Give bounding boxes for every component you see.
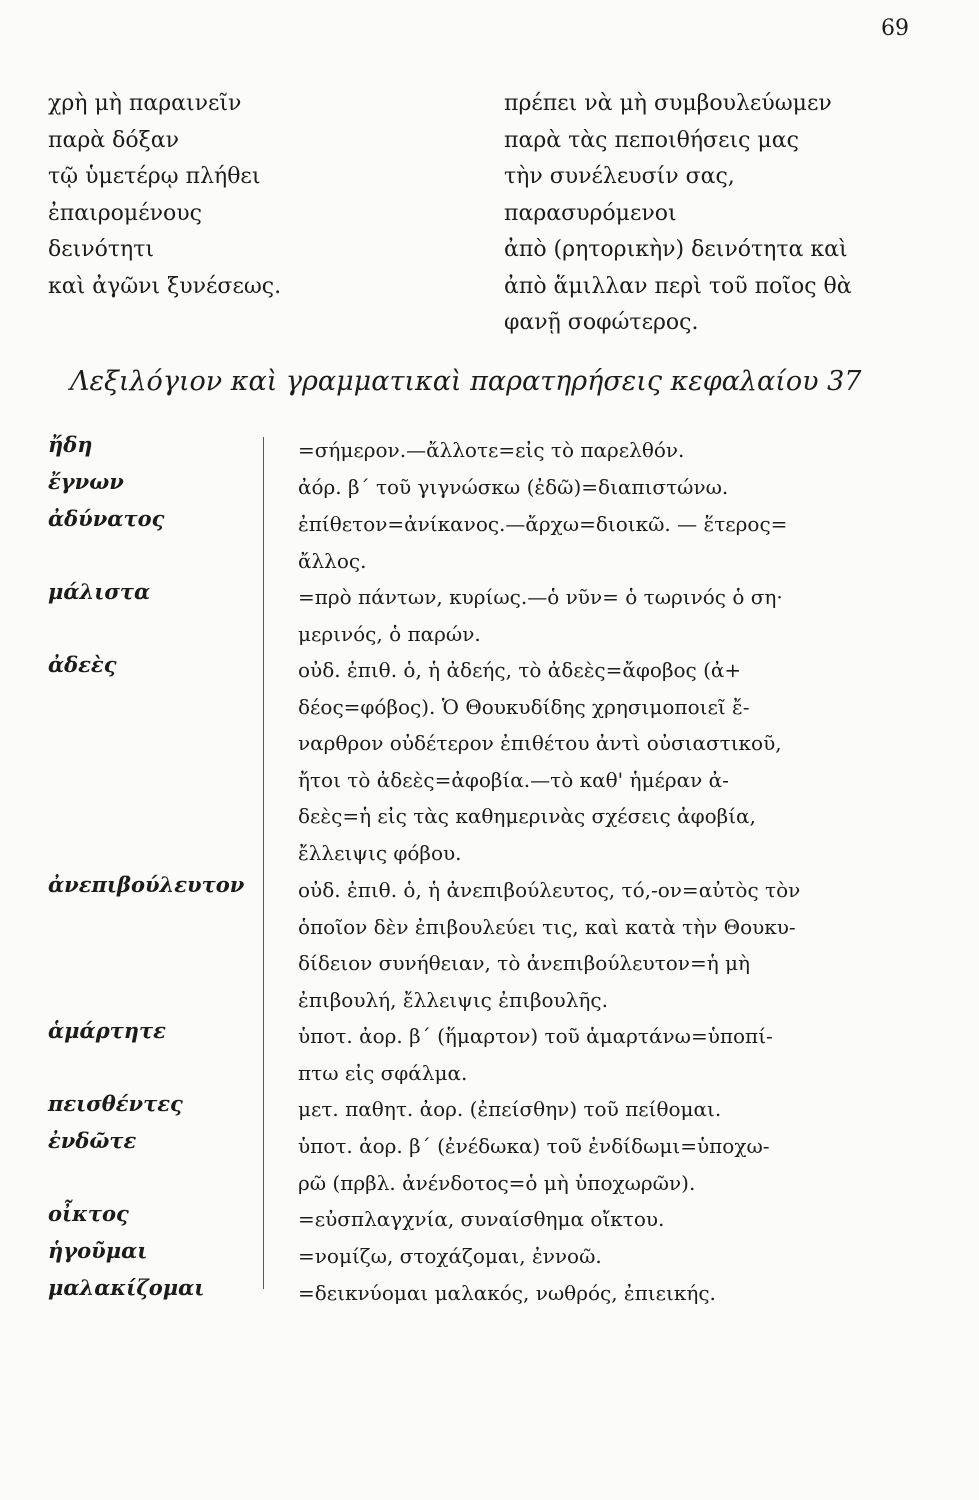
vocabulary-definition (298, 469, 918, 506)
translation-line: πρέπει νὰ μὴ συμβουλεύωμεν (504, 91, 832, 116)
vocabulary-definition (298, 872, 918, 1018)
definition-line: δέος=φόβος). Ὁ Θουκυδίδης χρησιμοποιεῖ ἔ- (298, 694, 750, 719)
vocabulary-term: ἐνδῶτε (48, 1128, 137, 1153)
section-heading: Λεξιλόγιον καὶ γραμματικαὶ παρατηρήσεις κεφαλαίου 37 (70, 366, 862, 397)
translation-line: παρὰ τὰς πεποιθήσεις μας (504, 127, 799, 153)
greek-line: παρὰ δόξαν (48, 127, 179, 153)
translation-line: τὴν συνέλευσίν σας, (504, 164, 735, 189)
vocabulary-definition (298, 1275, 918, 1312)
vocabulary-term: οἶκτος (48, 1201, 129, 1226)
definition-line: ἤτοι τὸ ἀδεὲς=ἀφοβία.—τὸ καθ' ἡμέραν ἀ- (298, 767, 729, 792)
definition-line: ὁποῖον δὲν ἐπιβουλεύει τις, καὶ κατὰ τὴν Θουκυ- (298, 914, 796, 939)
translation-line: ἀπὸ ἅμιλλαν περὶ τοῦ ποῖος θὰ (504, 273, 852, 299)
vocabulary-definition (298, 1091, 918, 1128)
vocabulary-term: ἔγνων (48, 469, 124, 494)
translation-line: ἀπὸ (ρητορικὴν) δεινότητα καὶ (504, 237, 848, 262)
definition-line: =δεικνύομαι μαλακός, νωθρός, ἐπιεικής. (298, 1281, 716, 1305)
definition-line: =νομίζω, στοχάζομαι, ἐννοῶ. (298, 1244, 602, 1268)
column-divider (263, 437, 264, 1289)
definition-line: δίδειον συνήθειαν, τὸ ἀνεπιβούλευτον=ἡ μὴ (298, 951, 751, 975)
greek-line: καὶ ἀγῶνι ξυνέσεως. (48, 273, 282, 299)
definition-line: ὑποτ. ἀορ. β΄ (ἥμαρτον) τοῦ ἁμαρτάνω=ὑποπί- (298, 1024, 773, 1048)
vocabulary-definition (298, 652, 918, 871)
greek-line: χρὴ μὴ παραινεῖν (48, 91, 242, 116)
definition-line: ἄλλος. (298, 548, 367, 573)
definition-line: ὑποτ. ἀορ. β΄ (ἐνέδωκα) τοῦ ἐνδίδωμι=ὑποχω- (298, 1134, 770, 1158)
vocabulary-definition (298, 579, 918, 652)
vocabulary-definition (298, 1018, 918, 1091)
modern-translation-column (504, 86, 944, 342)
greek-line: δεινότητι (48, 237, 155, 262)
vocabulary-term: ἁμάρτητε (48, 1018, 166, 1043)
definition-line: ἐπιβουλή, ἔλλειψις ἐπιβουλῆς. (298, 987, 608, 1012)
vocabulary-definition (298, 506, 918, 579)
definition-line: =σήμερον.—ἄλλοτε=εἰς τὸ παρελθόν. (298, 438, 685, 462)
translation-line: φανῇ σοφώτερος. (504, 310, 699, 335)
translation-line: παρασυρόμενοι (504, 200, 677, 226)
definition-line: ἀόρ. β΄ τοῦ γιγνώσκω (ἐδῶ)=διαπιστώνω. (298, 475, 729, 499)
definition-line: ναρθρον οὐδέτερον ἐπιθέτου ἀντὶ οὐσιαστικοῦ, (298, 731, 782, 755)
definition-line: =εὐσπλαγχνία, συναίσθημα οἴκτου. (298, 1207, 665, 1231)
definition-line: ἐπίθετον=ἀνίκανος.—ἄρχω=διοικῶ. — ἕτερος= (298, 512, 788, 536)
vocabulary-term: πεισθέντες (48, 1091, 183, 1116)
vocabulary-term: ἀδεὲς (48, 652, 117, 677)
definition-line: μερινός, ὁ παρών. (298, 621, 481, 646)
vocabulary-definition (298, 1238, 918, 1275)
greek-line: τῷ ὑμετέρῳ πλήθει (48, 164, 261, 189)
definition-line: πτω εἰς σφάλμα. (298, 1060, 468, 1085)
definition-line: οὐδ. ἐπιθ. ὁ, ἡ ἀνεπιβούλευτος, τό,-ον=αὐτὸς τὸν (298, 878, 801, 902)
vocabulary-term: ἡγοῦμαι (48, 1238, 148, 1263)
greek-line: ἐπαιρομένους (48, 200, 202, 226)
definition-line: δεὲς=ἡ εἰς τὰς καθημερινὰς σχέσεις ἀφοβία, (298, 804, 756, 828)
vocabulary-term: μαλακίζομαι (48, 1275, 205, 1300)
definition-line: ρῶ (πρβλ. ἀνένδοτος=ὁ μὴ ὑποχωρῶν). (298, 1170, 696, 1195)
greek-original-column (48, 86, 478, 305)
page-number: 69 (881, 16, 909, 41)
vocabulary-term: μάλιστα (48, 579, 151, 604)
vocabulary-term: ἀνεπιβούλευτον (48, 872, 245, 897)
vocabulary-term: ἀδύνατος (48, 506, 165, 531)
definition-line: ἔλλειψις φόβου. (298, 840, 462, 865)
vocabulary-definition (298, 432, 918, 469)
vocabulary-definition (298, 1201, 918, 1238)
definition-line: μετ. παθητ. ἀορ. (ἐπείσθην) τοῦ πείθομαι. (298, 1097, 722, 1121)
definition-line: =πρὸ πάντων, κυρίως.—ὁ νῦν= ὁ τωρινός ὁ ση· (298, 585, 783, 609)
definition-line: οὐδ. ἐπιθ. ὁ, ἡ ἀδεής, τὸ ἀδεὲς=ἄφοβος (ἀ+ (298, 658, 742, 682)
vocabulary-term: ἤδη (48, 432, 93, 457)
vocabulary-definition (298, 1128, 918, 1201)
